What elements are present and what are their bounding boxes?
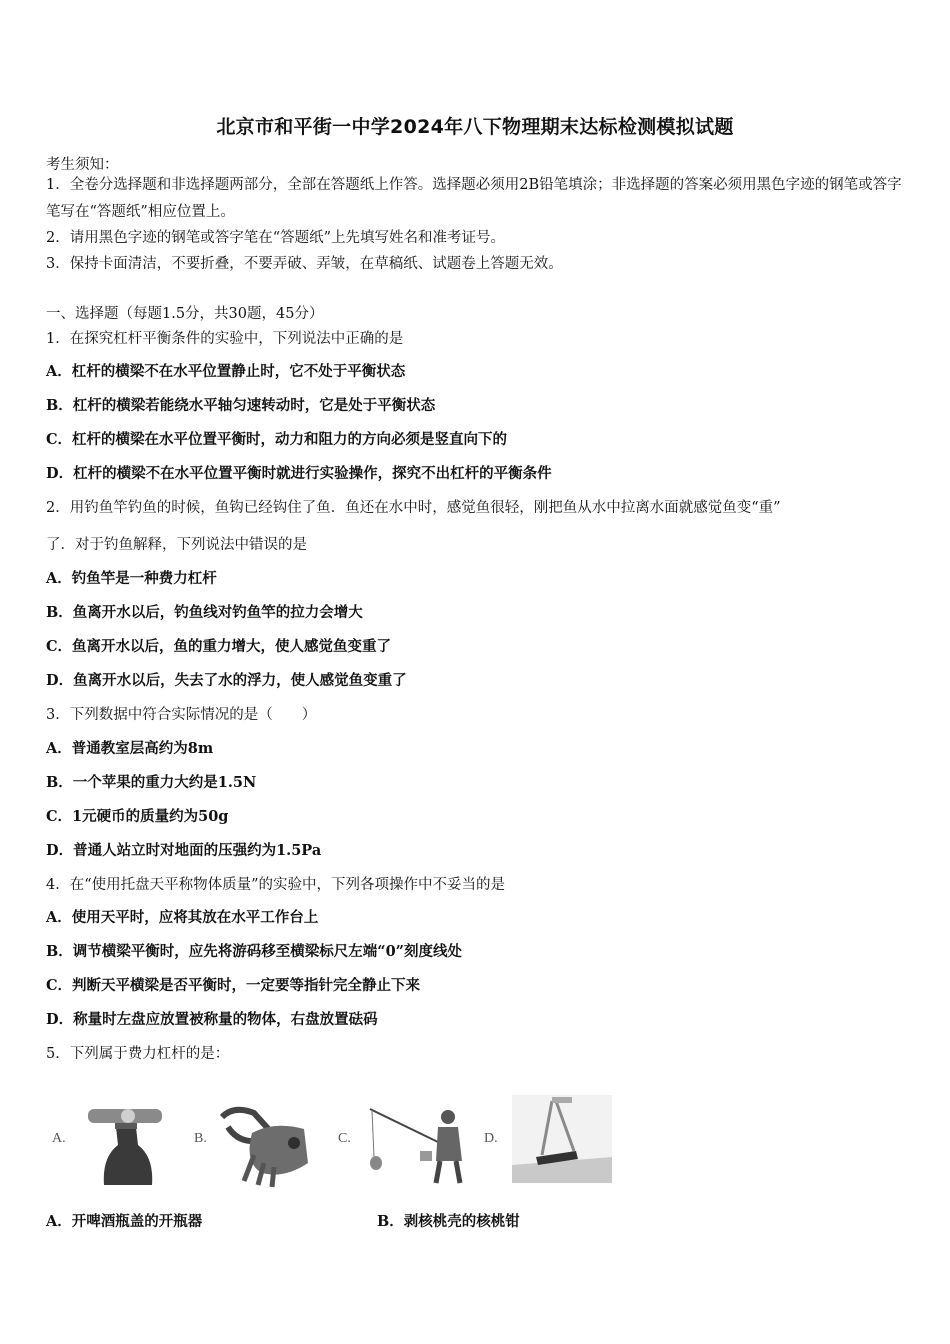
question-4-option-c: C．判断天平横梁是否平衡时，一定要等指针完全静止下来 [46,977,421,994]
section-heading: 一、选择题（每题1.5分，共30题，45分） [46,306,324,322]
bottle-opener-image [84,1099,170,1185]
question-3-option-d: D．普通人站立时对地面的压强约为1.5Pa [46,842,322,859]
question-5-figures [46,1093,646,1193]
question-1-stem: 1．在探究杠杆平衡条件的实验中，下列说法中正确的是 [46,331,404,347]
notice-item-3: 3．保持卡面清洁，不要折叠，不要弄破、弄皱，在草稿纸、试题卷上答题无效。 [46,256,563,272]
question-2-stem-line-2: 了．对于钓鱼解释，下列说法中错误的是 [46,537,307,553]
question-5-stem: 5．下列属于费力杠杆的是： [46,1046,230,1062]
question-3-option-b: B．一个苹果的重力大约是1.5N [46,774,257,791]
notice-item-1: 1．全卷分选择题和非选择题两部分，全部在答题纸上作答。选择题必须用2B铅笔填涂；非选择题的答案必须用黑色字迹的钢笔或答字笔写在“答题纸”相应位置上。 [46,177,902,220]
question-1-option-c: C．杠杆的横梁在水平位置平衡时，动力和阻力的方向必须是竖直向下的 [46,431,508,448]
question-1-option-d: D．杠杆的横梁不在水平位置平衡时就进行实验操作，探究不出杠杆的平衡条件 [46,465,552,482]
figure-label-a: A. [52,1131,66,1146]
exam-title: 北京市和平街一中学2024年八下物理期末达标检测模拟试题 [216,116,734,138]
notice-item-2: 2．请用黑色字迹的钢笔或答字笔在“答题纸”上先填写姓名和准考证号。 [46,230,506,246]
question-2-option-b: B．鱼离开水以后，钓鱼线对钓鱼竿的拉力会增大 [46,604,363,621]
question-2-option-a: A．钓鱼竿是一种费力杠杆 [46,570,217,587]
question-3-option-c: C．1元硬币的质量约为50g [46,808,229,825]
question-5-option-b: B．剥核桃壳的核桃钳 [377,1213,520,1230]
fishing-rod-image [364,1101,474,1189]
figure-label-b: B. [194,1131,207,1146]
question-4-option-d: D．称量时左盘应放置被称量的物体，右盘放置砝码 [46,1011,378,1028]
question-4-option-b: B．调节横梁平衡时，应先将游码移至横梁标尺左端“0”刻度线处 [46,943,463,960]
tweezers-image [512,1095,612,1183]
question-3-stem: 3．下列数据中符合实际情况的是（ ） [46,707,317,723]
question-2-option-d: D．鱼离开水以后，失去了水的浮力，使人感觉鱼变重了 [46,672,407,689]
figure-label-c: C. [338,1131,351,1146]
question-5-option-a: A．开啤酒瓶盖的开瓶器 [46,1213,203,1230]
nutcracker-image [214,1103,312,1189]
question-3-option-a: A．普通教室层高约为8m [46,740,214,757]
notice-heading: 考生须知： [46,157,119,173]
question-4-stem: 4．在“使用托盘天平称物体质量”的实验中，下列各项操作中不妥当的是 [46,877,506,893]
question-2-stem-line-1: 2．用钓鱼竿钓鱼的时候，鱼钩已经钩住了鱼．鱼还在水中时，感觉鱼很轻，刚把鱼从水中拉离水面就感觉鱼变“重” [46,500,781,516]
question-1-option-a: A．杠杆的横梁不在水平位置静止时，它不处于平衡状态 [46,363,406,380]
question-2-option-c: C．鱼离开水以后，鱼的重力增大，使人感觉鱼变重了 [46,638,392,655]
question-1-option-b: B．杠杆的横梁若能绕水平轴匀速转动时，它是处于平衡状态 [46,397,436,414]
figure-label-d: D. [484,1131,498,1146]
question-4-option-a: A．使用天平时，应将其放在水平工作台上 [46,909,319,926]
